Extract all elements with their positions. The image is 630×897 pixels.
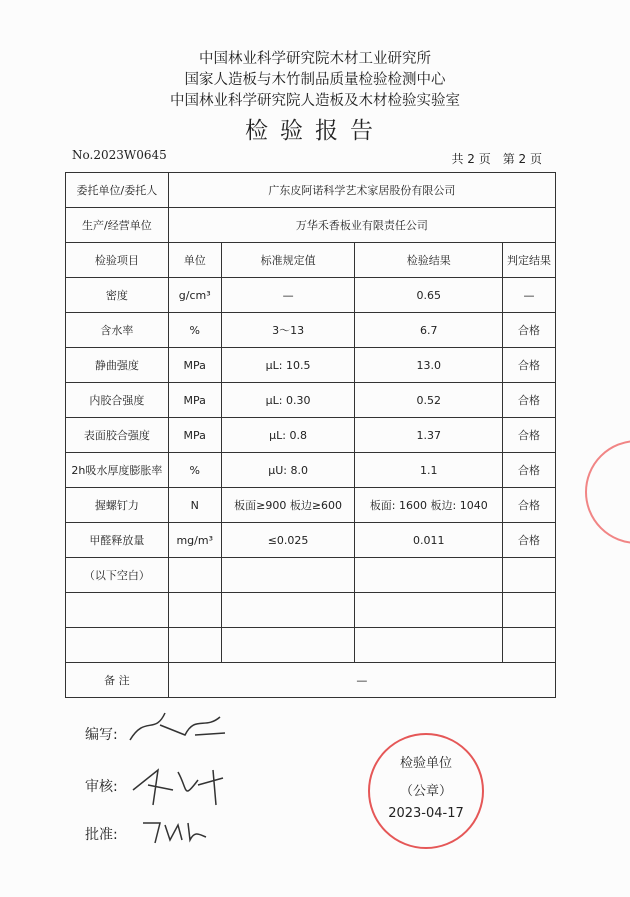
institute-line-3: 中国林业科学研究院人造板及木材检验实验室 <box>170 93 460 109</box>
table-row <box>66 278 556 313</box>
report-number: No.2023W0645 <box>72 148 167 162</box>
remarks-label: 备 注 <box>66 663 169 698</box>
page-info: 共 2 页 第 2 页 <box>451 152 542 166</box>
table-cell: 合格 <box>503 348 556 383</box>
header-cell: 检验项目 <box>66 243 169 278</box>
table-cell: 0.52 <box>355 383 503 418</box>
stamp-seal: （公章） <box>399 784 452 799</box>
table-cell: % <box>168 453 221 488</box>
table-cell: 板面≥900 板边≥600 <box>221 488 355 523</box>
table-cell: 含水率 <box>66 313 169 348</box>
table-cell: — <box>221 278 355 313</box>
table-cell: 握螺钉力 <box>66 488 169 523</box>
table-cell: MPa <box>168 418 221 453</box>
table-cell: 表面胶合强度 <box>66 418 169 453</box>
table-cell: μL: 0.30 <box>221 383 355 418</box>
table-cell: 甲醛释放量 <box>66 523 169 558</box>
table-cell: 静曲强度 <box>66 348 169 383</box>
table-cell: 0.65 <box>355 278 503 313</box>
compiled-label: 编写: <box>85 727 118 743</box>
table-cell: ≤0.025 <box>221 523 355 558</box>
report-title: 检验报告 <box>245 118 385 144</box>
table-cell: 0.011 <box>355 523 503 558</box>
table-cell: 合格 <box>503 383 556 418</box>
producer-label: 生产/经营单位 <box>66 208 169 243</box>
table-cell: MPa <box>168 383 221 418</box>
header-cell: 判定结果 <box>503 243 556 278</box>
institute-line-2: 国家人造板与木竹制品质量检验检测中心 <box>184 72 446 88</box>
table-cell: mg/m³ <box>168 523 221 558</box>
table-cell: g/cm³ <box>168 278 221 313</box>
table-cell: 内胶合强度 <box>66 383 169 418</box>
table-cell: % <box>168 313 221 348</box>
table-cell: 13.0 <box>355 348 503 383</box>
stamp-date: 2023-04-17 <box>388 806 464 821</box>
table-cell: 1.1 <box>355 453 503 488</box>
header-cell: 标准规定值 <box>221 243 355 278</box>
reviewed-label: 审核: <box>85 779 118 795</box>
table-cell: 合格 <box>503 313 556 348</box>
blank-note: （以下空白） <box>66 558 169 593</box>
remarks-value: — <box>168 663 555 698</box>
table-cell: 2h吸水厚度膨胀率 <box>66 453 169 488</box>
table-cell: 板面: 1600 板边: 1040 <box>355 488 503 523</box>
table-header <box>66 243 556 278</box>
table-row <box>66 313 556 348</box>
table-row <box>66 418 556 453</box>
table-cell: 3～13 <box>221 313 355 348</box>
table-row <box>66 523 556 558</box>
approved-signature <box>140 815 210 845</box>
approved-label: 批准: <box>85 827 118 843</box>
table-cell: 1.37 <box>355 418 503 453</box>
table-cell: MPa <box>168 348 221 383</box>
table-cell: 合格 <box>503 488 556 523</box>
table-cell: 密度 <box>66 278 169 313</box>
table-cell: μL: 0.8 <box>221 418 355 453</box>
reviewed-signature <box>128 760 228 810</box>
table-row <box>66 383 556 418</box>
table-cell: — <box>503 278 556 313</box>
table-cell: N <box>168 488 221 523</box>
partial-seal <box>585 440 630 544</box>
table-cell: 合格 <box>503 523 556 558</box>
header-cell: 检验结果 <box>355 243 503 278</box>
institute-line-1: 中国林业科学研究院木材工业研究所 <box>199 51 431 67</box>
table-cell: 6.7 <box>355 313 503 348</box>
table-cell: 合格 <box>503 418 556 453</box>
results-table <box>65 172 556 698</box>
table-cell: μL: 10.5 <box>221 348 355 383</box>
table-row <box>66 348 556 383</box>
compiled-signature <box>125 705 235 745</box>
client-value: 广东皮阿诺科学艺术家居股份有限公司 <box>168 173 555 208</box>
table-row <box>66 488 556 523</box>
stamp-unit: 检验单位 <box>399 756 452 771</box>
table-row <box>66 453 556 488</box>
table-cell: 合格 <box>503 453 556 488</box>
client-label: 委托单位/委托人 <box>66 173 169 208</box>
producer-value: 万华禾香板业有限责任公司 <box>168 208 555 243</box>
header-cell: 单位 <box>168 243 221 278</box>
table-cell: μU: 8.0 <box>221 453 355 488</box>
